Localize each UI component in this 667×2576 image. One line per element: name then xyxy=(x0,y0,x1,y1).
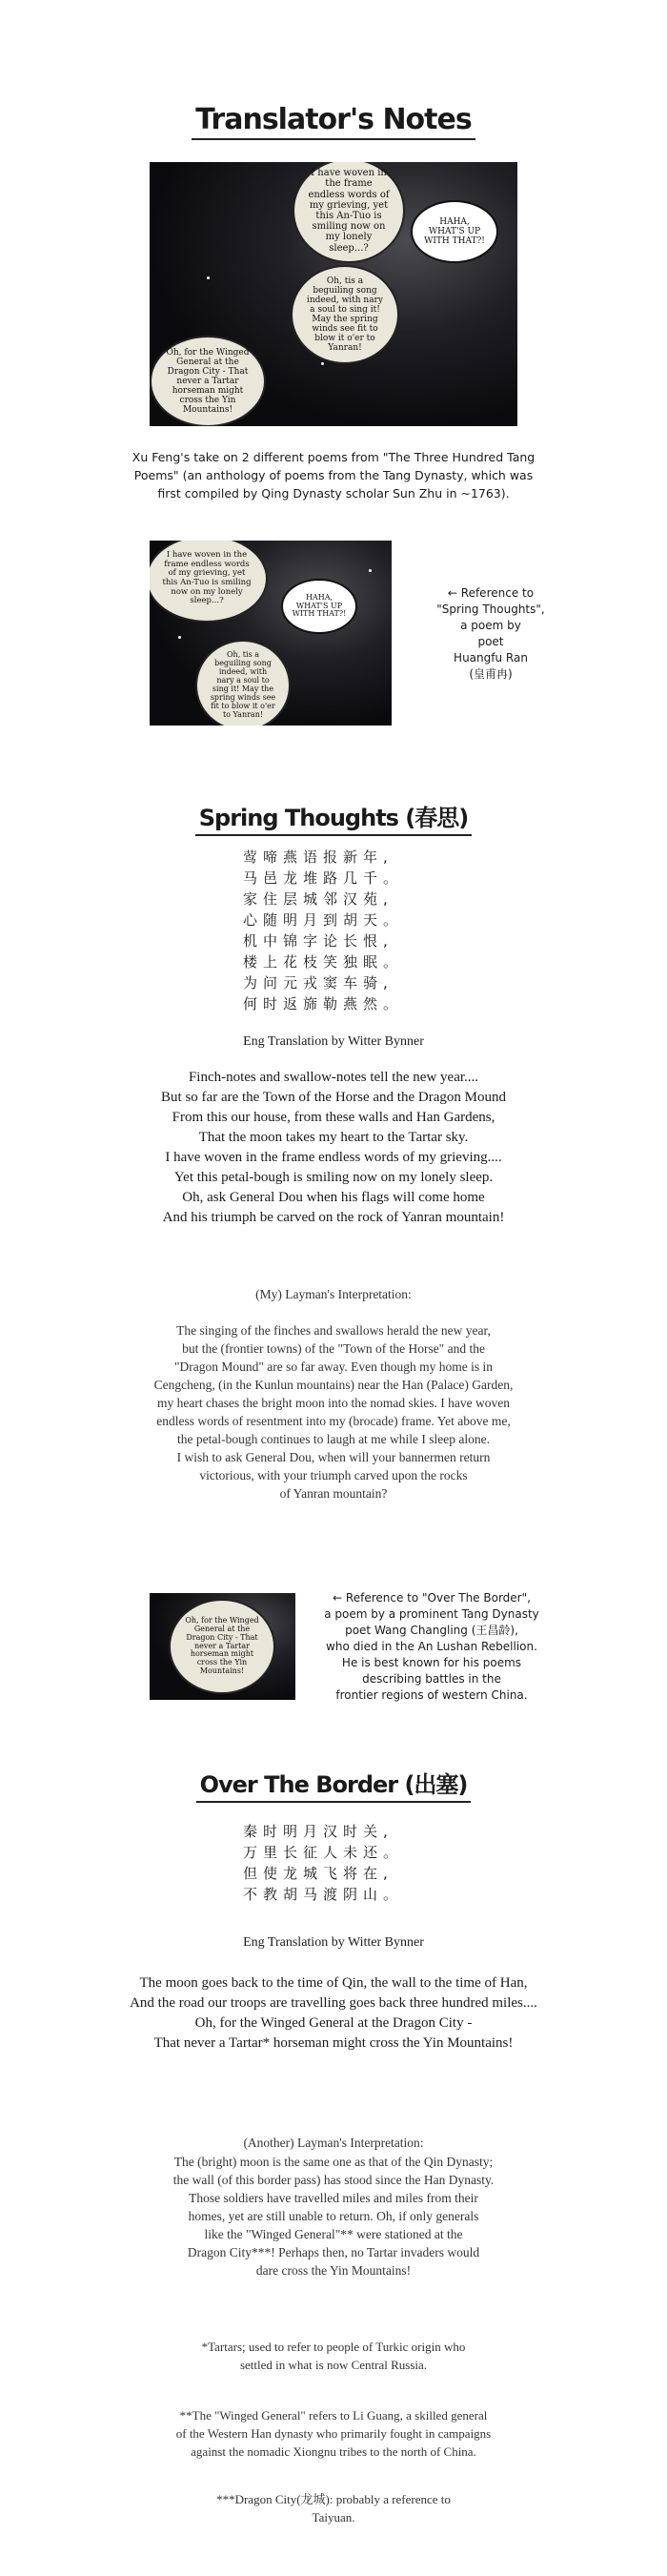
intro-text: Xu Feng's take on 2 different poems from "The Three Hundred Tang Poems" (an anthology of poems from the Tang Dynasty, which was first compiled by Qing Dynasty scholar Sun Zhu in ~1763). xyxy=(131,450,536,501)
poem-english-spring: Finch-notes and swallow-notes tell the new year.... But so far are the Town of the Horse and the Dragon Mound From this our house, from these walls and Han Gardens, That the moon takes my heart to the Tartar sky. I have woven in the frame endless words of my grieving.... Yet this petal-bough is smiling now on my lonely sleep. Oh, ask General Dou when his flags will come home And his triumph be carved on the rock of Yanran mountain! xyxy=(161,1070,506,1225)
reference-note-1: ← Reference to "Spring Thoughts", a poem by poet Huangfu Ran (皇甫冉) xyxy=(436,586,545,681)
poem-chinese-border: 秦时明月汉时关, 万里长征人未还。 但使龙城飞将在, 不教胡马渡阴山。 xyxy=(243,1823,404,1903)
manga-panel-1 xyxy=(150,162,517,426)
manga-panel-2 xyxy=(150,541,392,726)
poem-english-border: The moon goes back to the time of Qin, the wall to the time of Han, And the road our troops are travelling goes back three hundred miles.... Oh, for the Winged General at the Dragon City - That never a Tartar* horseman might cross the Yin Mountains! xyxy=(130,1975,537,2051)
speech-bubble: HAHA, WHAT'S UP WITH THAT?! xyxy=(281,579,357,634)
speech-bubble: HAHA, WHAT'S UP WITH THAT?! xyxy=(411,200,498,263)
speech-bubble: Oh, for the Winged General at the Dragon City - That never a Tartar horseman might cross the Yin Mountains! xyxy=(150,336,266,426)
footnote-1: *Tartars; used to refer to people of Turkic origin who settled in what is now Central Russia. xyxy=(201,2340,466,2372)
speech-bubble: I have woven in the frame endless words of my grieving, yet this An-Tuo is smiling now on my lonely sleep...? xyxy=(150,541,268,623)
speech-bubble: Oh, tis a beguiling song indeed, with nary a soul to sing it! May the spring winds see fit to blow it o'er to Yanran! xyxy=(291,265,399,364)
reference-note-2: ← Reference to "Over The Border", a poem by a prominent Tang Dynasty poet Wang Changling (王昌龄), who died in the An Lushan Rebellion. He is best known for his poems describing battles in the frontier regions of western China. xyxy=(324,1591,539,1702)
translation-credit: Eng Translation by Witter Bynner xyxy=(243,1034,424,1049)
speech-bubble: I have woven in the frame endless words of my grieving, yet this An-Tuo is smiling now on my lonely sleep...? xyxy=(293,162,405,263)
poem-chinese-spring: 莺啼燕语报新年, 马邑龙堆路几千。 家住层城邻汉苑, 心随明月到胡天。 机中锦字论长恨, 楼上花枝笑独眠。 为问元戎窦车骑, 何时返旆勒燕然。 xyxy=(243,848,404,1012)
poem-title-border: Over The Border (出塞) xyxy=(0,1766,667,1803)
manga-panel-3 xyxy=(150,1593,295,1700)
interpretation-label: (Another) Layman's Interpretation: xyxy=(243,2136,424,2150)
footnote-3: ***Dragon City(龙城): probably a reference to Taiyuan. xyxy=(216,2492,451,2525)
interpretation-border: The (bright) moon is the same one as that of the Qin Dynasty; the wall (of this border pass) has stood since the Han Dynasty. Those soldiers have travelled miles and miles from their homes, yet are still unable to return. Oh, if only generals like the "Winged General"** were stationed at the Dragon City***! Perhaps then, no Tartar invaders would dare cross the Yin Mountains! xyxy=(172,2155,495,2278)
poem-title-spring: Spring Thoughts (春思) xyxy=(0,799,667,836)
page-title: Translator's Notes xyxy=(0,103,667,140)
speech-bubble: Oh, tis a beguiling song indeed, with nary a soul to sing it! May the spring winds see fit to blow it o'er to Yanran! xyxy=(195,640,291,726)
interpretation-label: (My) Layman's Interpretation: xyxy=(255,1287,412,1301)
translation-credit: Eng Translation by Witter Bynner xyxy=(243,1935,424,1950)
footnote-2: **The "Winged General" refers to Li Guang, a skilled general of the Western Han dynasty who primarily fought in campaigns against the nomadic Xiongnu tribes to the north of China. xyxy=(175,2408,492,2459)
speech-bubble: Oh, for the Winged General at the Dragon City - That never a Tartar horseman might cross the Yin Mountains! xyxy=(169,1599,275,1694)
interpretation-spring: The singing of the finches and swallows herald the new year, but the (frontier towns) of the "Town of the Horse" and the "Dragon Mound" are so far away. Even though my home is in Cengcheng, (in the Kunlun mountains) near the Han (Palace) Garden, my heart chases the bright moon into the nomad skies. I have woven endless words of resentment into my (brocade) frame. Yet above me, the petal-bough continues to laugh at me while I sleep alone. I wish to ask General Dou, when will your bannermen return victorious, with your triumph carved upon the rocks of Yanran mountain? xyxy=(153,1323,514,1501)
